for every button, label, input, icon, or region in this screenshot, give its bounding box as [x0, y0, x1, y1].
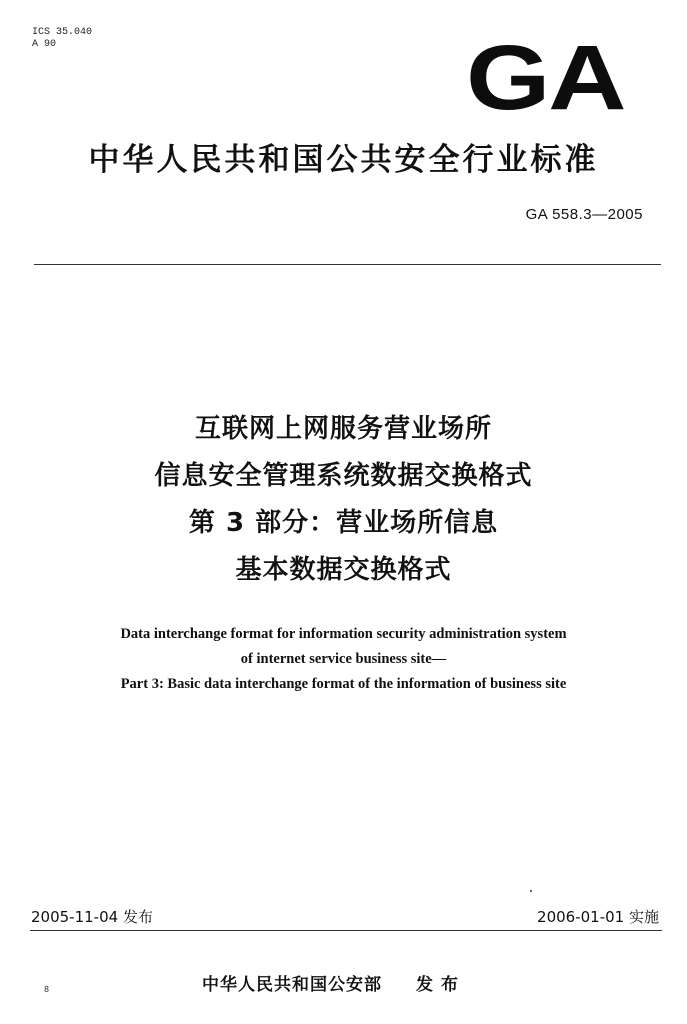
chinese-title-line-3: 第 3 部分：营业场所信息 [188, 508, 499, 538]
english-title [0, 622, 687, 697]
page-mark: 8 [44, 985, 50, 994]
issue-word: 发布 [416, 975, 466, 995]
chinese-title-line-1: 互联网上网服务营业场所 [194, 414, 492, 444]
effective-date: 2006-01-01 实施 [537, 908, 659, 926]
header-divider [34, 264, 661, 265]
classification-codes [32, 27, 92, 51]
chinese-title-line-2: 信息安全管理系统数据交换格式 [154, 461, 533, 491]
standard-number: GA 558.3—2005 [525, 206, 643, 223]
english-title-line-1: Data interchange format for information security administration system [120, 626, 567, 642]
ics-code: ICS 35.040 [32, 27, 93, 38]
issue-date: 2005-11-04 发布 [31, 908, 153, 926]
scan-dot [530, 890, 532, 892]
issuer-name: 中华人民共和国公安部 [202, 975, 382, 995]
chinese-title-line-4: 基本数据交换格式 [235, 555, 452, 585]
ccs-code: A 90 [32, 39, 57, 50]
chinese-title [0, 406, 687, 594]
footer-divider [30, 930, 662, 931]
ga-logo: GA [466, 27, 625, 129]
english-title-line-3: Part 3: Basic data interchange format of the information of business site [120, 676, 567, 692]
issuer [202, 970, 466, 995]
standard-title: 中华人民共和国公共安全行业标准 [88, 142, 599, 178]
english-title-line-2: of internet service business site— [240, 651, 447, 667]
